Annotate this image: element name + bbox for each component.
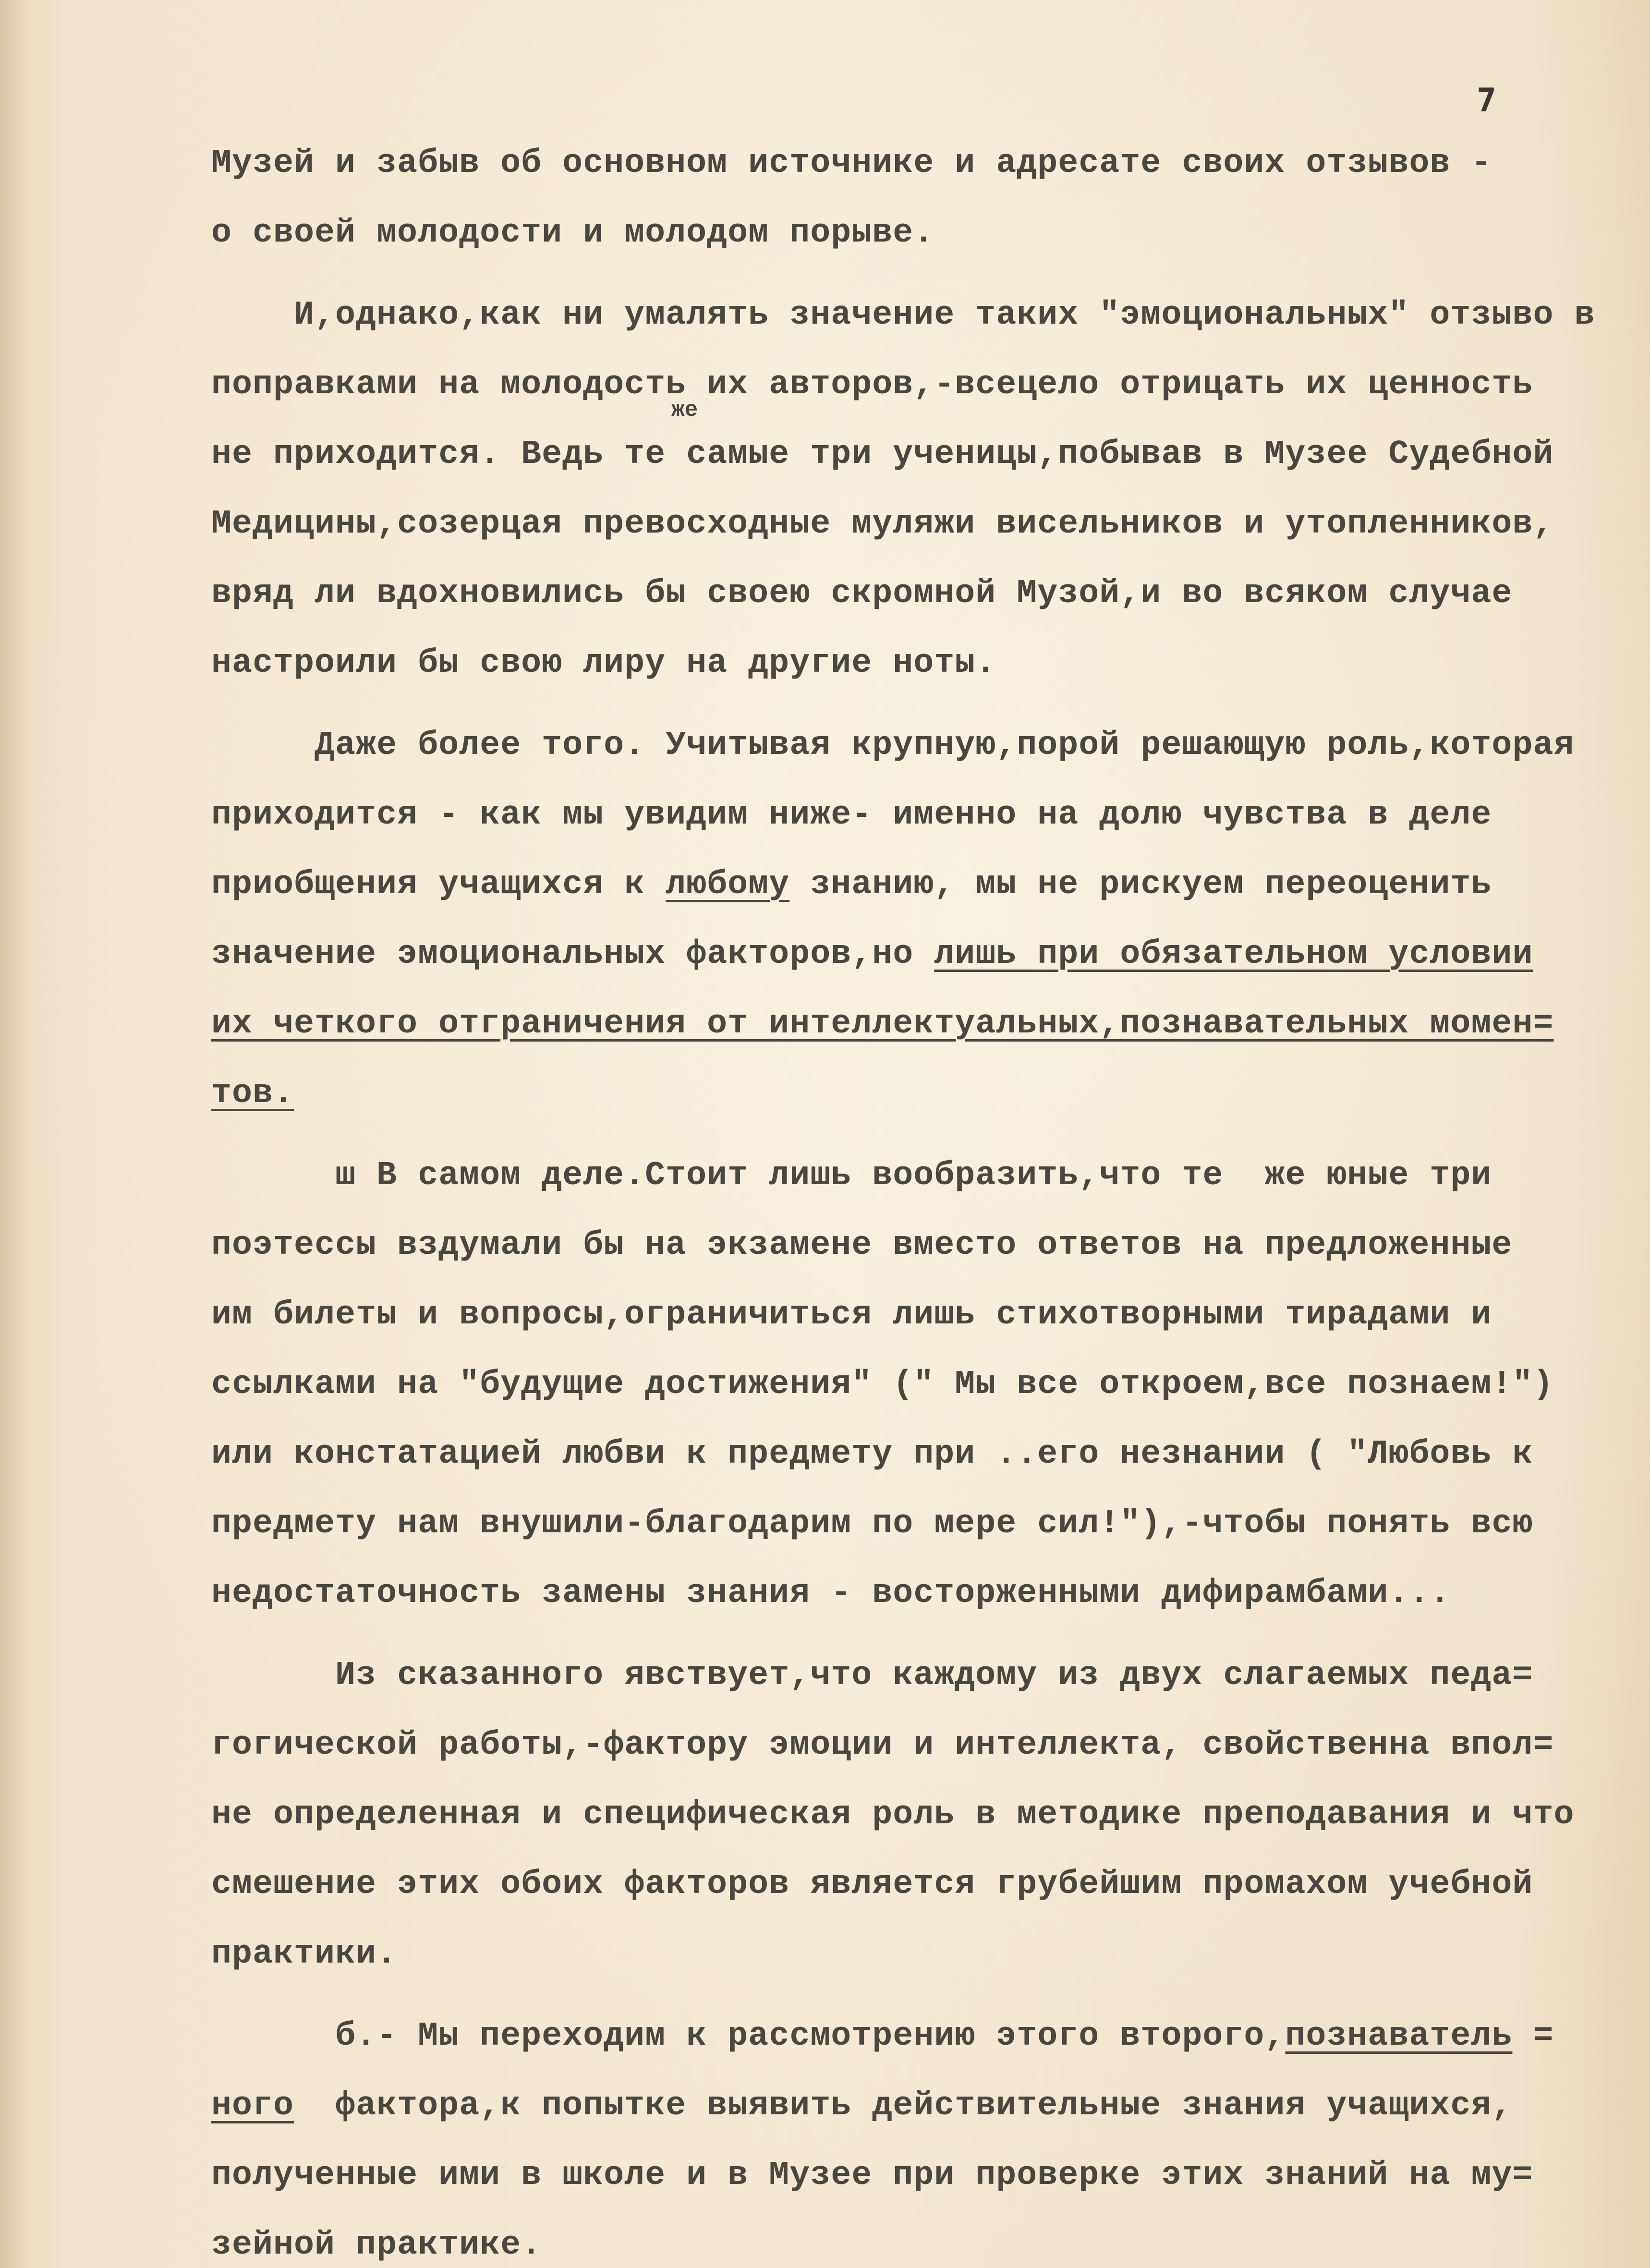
text-line: не определенная и специфическая роль в методике преподавания и что [211,1796,1575,1834]
text-line: не приходится. Ведь те самые три ученицы,побывав в Музее Судебной [211,436,1554,473]
text-line: зейной практике. [211,2226,542,2264]
text-line: настроили бы свою лиру на другие ноты. [211,644,996,682]
text-line: ного фактора,к попытке выявить действительные знания учащихся, [211,2087,1513,2125]
text-line: им билеты и вопросы,ограничиться лишь стихотворными тирадами и [211,1296,1492,1334]
paragraph-gap [211,1128,1604,1141]
text-line: поэтессы вздумали бы на экзамене вместо ответов на предложенные [211,1226,1513,1264]
text-line: или констатацией любви к предмету при ..его незнании ( "Любовь к [211,1435,1533,1473]
paragraph-gap [211,1989,1604,2001]
text-line: Из сказанного явствует,что каждому из двух слагаемых педа= [335,1657,1533,1695]
paragraph-gap [211,268,1604,280]
paper-edge-shadow [0,0,29,2268]
text-line: значение эмоциональных факторов,но лишь при обязательном условии [211,935,1533,973]
text-line: поправками на молодость их авторов,-всецело отрицать их ценность [211,366,1533,404]
text-line: приходится - как мы увидим ниже- именно на долю чувства в деле [211,796,1492,834]
handwritten-insertion-mark: же [671,398,698,423]
text-line: предмету нам внушили-благодарим по мере сил!"),-чтобы понять всю [211,1505,1533,1543]
text-line [211,989,1604,1059]
text-line: вряд ли вдохновились бы своею скромной Музой,и во всяком случае [211,575,1513,613]
text-line: практики. [211,1935,398,1973]
underlined-fragment: любому [666,866,790,904]
text-line: полученные ими в школе и в Музее при проверке этих знаний на му= [211,2157,1533,2195]
text-line: ссылками на "будущие достижения" (" Мы все откроем,все познаем!") [211,1366,1554,1404]
text-line [211,1059,1604,1128]
text-line: Музей и забыв об основном источнике и адресате своих отзывов - [211,145,1492,182]
text-line: ш В самом деле.Стоит лишь вообразить,что те же юные три [335,1157,1492,1195]
text-line: б.- Мы переходим к рассмотрению этого второго,познаватель = [335,2017,1554,2055]
underlined-fragment: познаватель [1285,2017,1513,2055]
text-line: недостаточность замены знания - восторженными дифирамбами... [211,1575,1451,1613]
text-line: приобщения учащихся к любому знанию, мы не рискуем переоценить [211,866,1492,904]
underlined-fragment: лишь при обязательном условии [934,935,1533,973]
text-line: гогической работы,-фактору эмоции и интеллекта, свойственна впол= [211,1726,1554,1764]
paragraph-gap [211,1628,1604,1641]
text-line: И,однако,как ни умалять значение таких "эмоциональных" отзыво в [294,296,1595,334]
text-line: смешение этих обоих факторов является грубейшим промахом учебной [211,1866,1533,1904]
text-line: Медицины,созерцая превосходные муляжи висельников и утопленников, [211,505,1554,543]
page-number: 7 [1477,82,1496,120]
body-text [211,129,1604,2268]
paragraph-gap [211,698,1604,711]
underlined-fragment: их четкого отграничения от интеллектуальных,познавательных момен= [211,1005,1554,1043]
underlined-fragment: ного [211,2087,294,2125]
underlined-fragment: тов. [211,1075,294,1113]
text-line: Даже более того. Учитывая крупную,порой решающую роль,которая [315,727,1575,764]
text-line: о своей молодости и молодом порыве. [211,214,934,252]
